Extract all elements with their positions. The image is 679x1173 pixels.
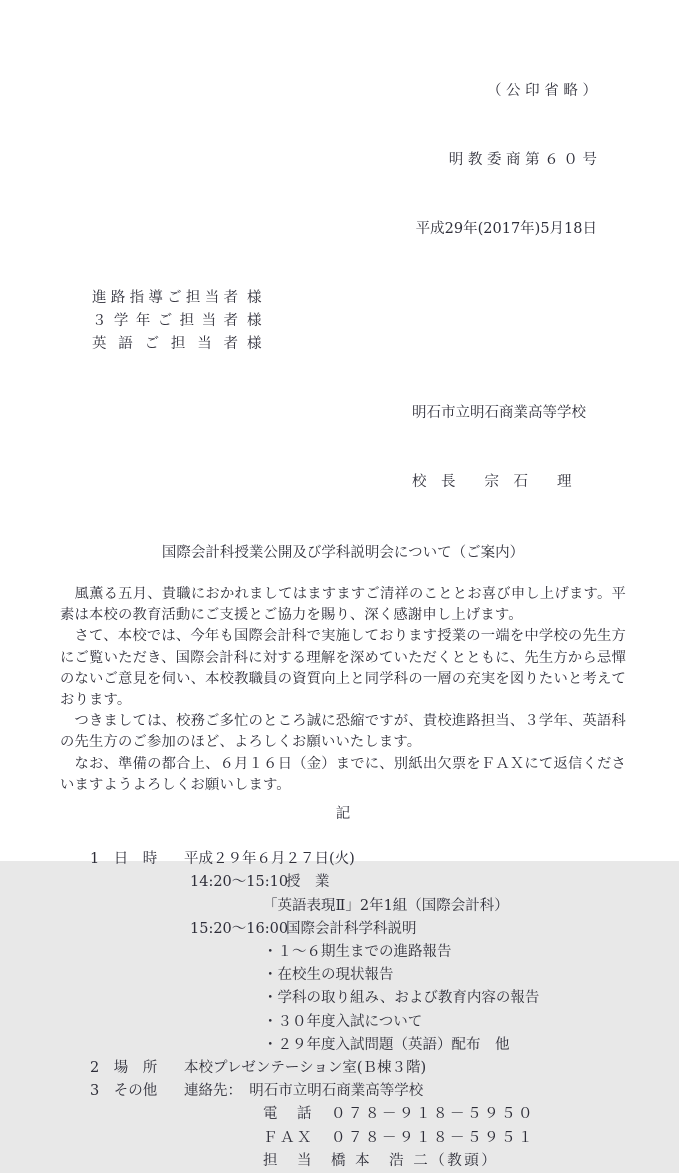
record-item-label: 3 その他 (90, 1083, 158, 1100)
recipient-name: 進路指導ご担当者 (92, 290, 238, 306)
body-paragraph-purpose: さて、本校では、今年も国際会計科で実施しております授業の一端を中学校の先生方にご覧いただき、国際会計科に対する理解を深めていただくとともに、先生方から忌憚のないご意見を伺い、本校教職員の資質向上と同学科の一層の充実を図りたいと考えております。 (60, 628, 626, 709)
body-paragraph-request: つきましては、校務ご多忙のところ誠に恐縮ですが、貴校進路担当、３学年、英語科の先生方のご参加のほど、よろしくお願いいたします。 (60, 713, 626, 751)
contact-fax: ＦＡＸ ０７８－９１８－５９５１ (263, 1129, 535, 1146)
recipient-honorific: 様 (247, 290, 262, 306)
record-item-value: 本校プレゼンテーション室(Ｂ棟３階) (184, 1060, 427, 1077)
record-item-label: 1 日 時 (90, 851, 158, 868)
session-briefing (190, 918, 626, 941)
session-class (190, 871, 626, 894)
contact-phone: 電 話 ０７８－９１８－５９５０ (263, 1106, 535, 1123)
document-title: 国際会計科授業公開及び学科説明会について（ご案内） (161, 545, 525, 561)
record-item-place (90, 1057, 626, 1080)
sender-principal: 校 長 宗 石 理 (412, 474, 572, 490)
body-paragraph-fax-note: なお、準備の都合上、６月１６日（金）までに、別紙出欠票をＦＡＸにて返信くださいますようよろしくお願いします。 (60, 755, 626, 793)
sender-block (412, 356, 626, 540)
recipient-line (92, 310, 626, 333)
record-heading: 記 (335, 806, 351, 823)
record-section (60, 848, 626, 1173)
recipient-line (92, 287, 626, 310)
recipient-name: 英語ご担当者 (92, 336, 238, 352)
seal-omission-note: （ 公 印 省 略 ） (486, 83, 597, 99)
document-header (60, 34, 626, 287)
sender-organization: 明石市立明石商業高等学校 (412, 405, 586, 421)
contact-person: 担 当 橋 本 浩 二（教頭） (263, 1152, 499, 1169)
agenda-item: ・学科の取り組み、および教育内容の報告 (263, 990, 540, 1007)
recipient-block (92, 287, 626, 356)
agenda-item: ・在校生の現状報告 (263, 967, 394, 984)
body-text (60, 584, 626, 796)
session-time: 15:20～16:00 (190, 920, 289, 937)
body-paragraph-greeting: 風薫る五月、貴職におかれましてはますますご清祥のこととお喜び申し上げます。平素は本校の教育活動にご支援とご協力を賜り、深く感謝申し上げます。 (60, 586, 626, 624)
recipient-honorific: 様 (247, 336, 262, 352)
session-class-detail: 「英語表現Ⅱ」2年1組（国際会計科） (263, 897, 509, 914)
record-item-datetime (90, 848, 626, 871)
recipient-line (92, 333, 626, 356)
session-title: 授 業 (286, 874, 330, 891)
record-item-label: 2 場 所 (90, 1060, 158, 1077)
record-item-value: 連絡先： 明石市立明石商業高等学校 (184, 1083, 424, 1100)
document-number: 明 教 委 商 第 ６ ０ 号 (448, 152, 597, 168)
agenda-item: ・３０年度入試について (263, 1013, 423, 1030)
session-time: 14:20～15:10 (190, 874, 289, 891)
agenda-item: ・２９年度入試問題（英語）配布 他 (263, 1036, 510, 1053)
agenda-item: ・１～６期生までの進路報告 (263, 944, 452, 961)
record-item-other (90, 1080, 626, 1103)
session-title: 国際会計科学科説明 (286, 920, 417, 937)
recipient-honorific: 様 (247, 313, 262, 329)
record-item-value: 平成２９年６月２７日(火) (184, 851, 355, 868)
recipient-name: ３学年ご担当者 (92, 313, 238, 329)
issue-date: 平成29年(2017年)5月18日 (415, 221, 597, 237)
